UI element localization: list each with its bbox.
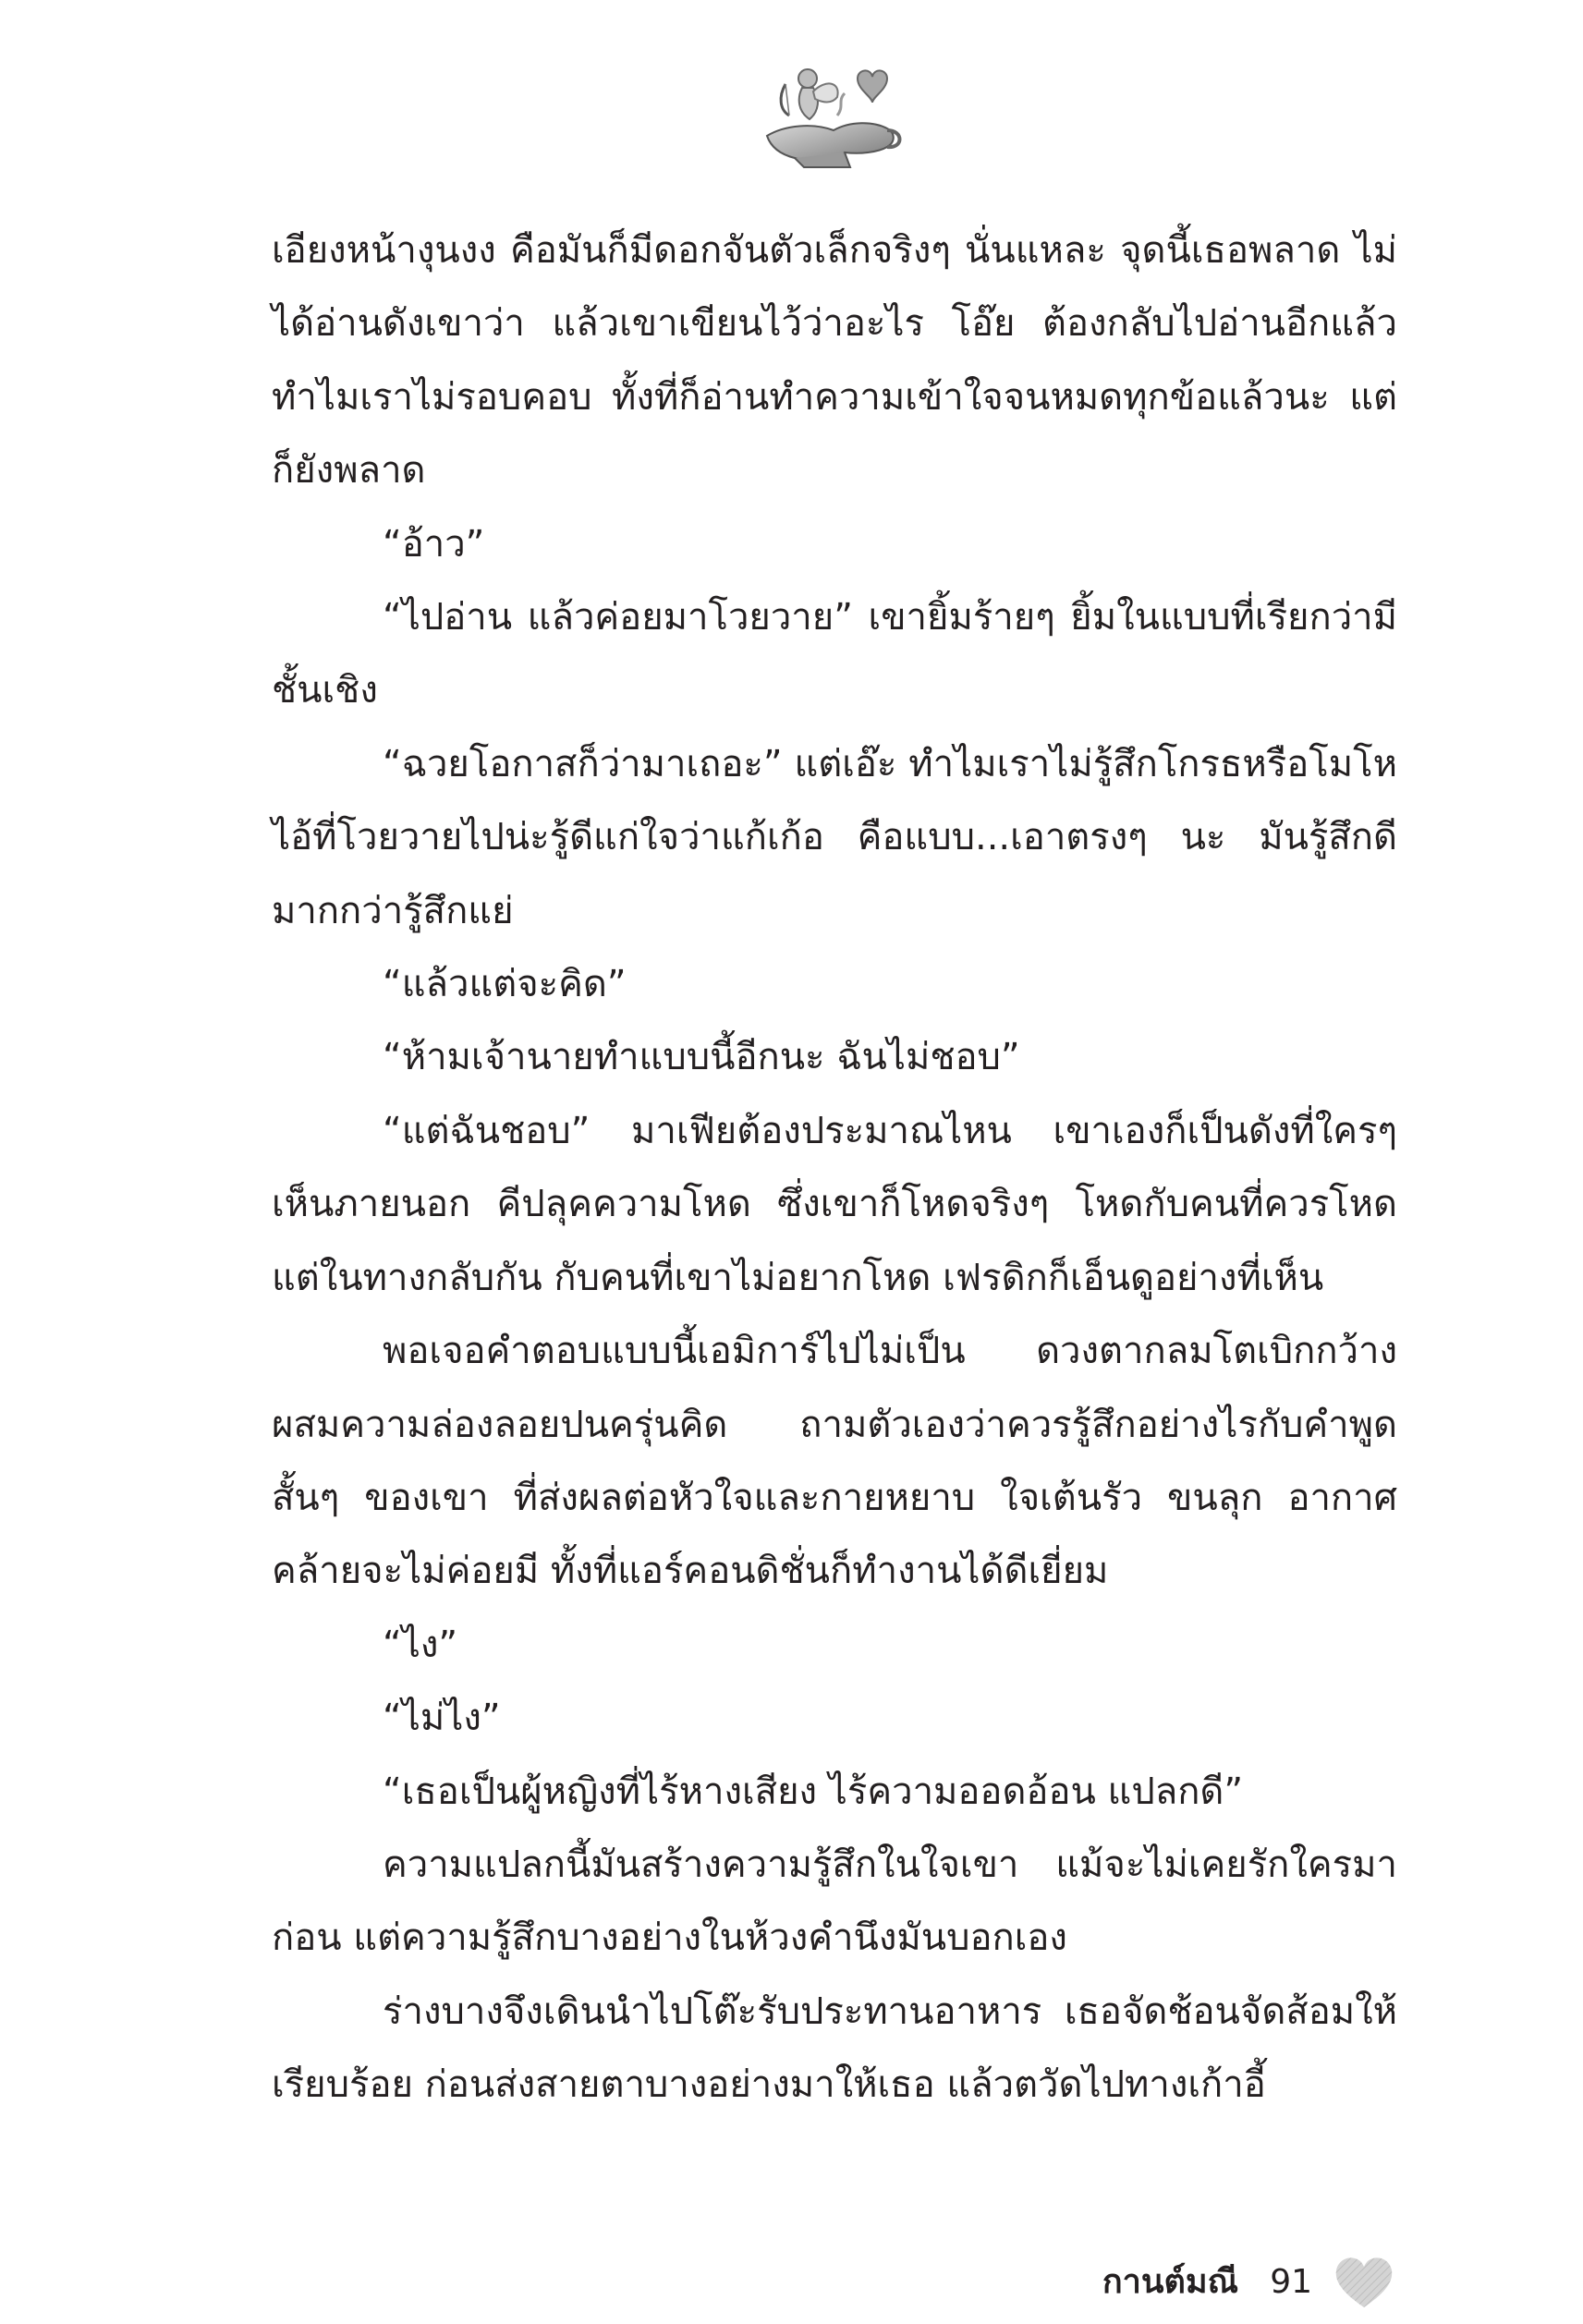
paragraph: “ไม่ไง” [383, 1697, 501, 1740]
page-footer [1090, 2250, 1405, 2324]
paragraph: พอเจอคำตอบแบบนี้เอมิการ์ไปไม่เป็น ดวงตากลมโตเบิกกว้าง ผสมความล่องลอยปนครุ่นคิด ถามตัวเองว่าควรรู้สึกอย่างไรกับคำพูดสั้นๆ ของเขา ที่ส่งผลต่อหัวใจและกายหยาบ ใจเต้นรัว ขนลุก อากาศคล้ายจะไม่ค่อยมี ทั้งที่แอร์คอนดิชั่นก็ทำงานได้ดีเยี่ยม [272, 1330, 1397, 1593]
paragraph: “ไปอ่าน แล้วค่อยมาโวยวาย” เขายิ้มร้ายๆ ยิ้มในแบบที่เรียกว่ามีชั้นเชิง [272, 596, 1397, 712]
book-title: กานต์มณี [1102, 2263, 1238, 2301]
paragraph: “แต่ฉันชอบ” มาเฟียต้องประมาณไหน เขาเองก็เป็นดังที่ใครๆ เห็นภายนอก คีปลุคความโหด ซึ่งเขาก็โหดจริงๆ โหดกับคนที่ควรโหด แต่ในทางกลับกัน กับคนที่เขาไม่อยากโหด เฟรดิกก็เอ็นดูอย่างที่เห็น [272, 1109, 1397, 1299]
paragraph: “แล้วแต่จะคิด” [383, 963, 627, 1006]
page-number: 91 [1270, 2263, 1312, 2301]
paragraph: “ฉวยโอกาสก็ว่ามาเถอะ” แต่เอ๊ะ ทำไมเราไม่รู้สึกโกรธหรือโมโห ไอ้ที่โวยวายไปน่ะรู้ดีแก่ใจว่าแก้เก้อ คือแบบ...เอาตรงๆ นะ มันรู้สึกดีมากกว่ารู้สึกแย่ [272, 742, 1397, 932]
heart-icon [1333, 2252, 1395, 2311]
paragraph: “อ้าว” [383, 522, 485, 566]
body-text [272, 214, 1397, 2123]
paragraph: “ห้ามเจ้านายทำแบบนี้อีกนะ ฉันไม่ชอบ” [383, 1036, 1020, 1079]
cupid-teapot-logo-icon [749, 51, 906, 171]
paragraph: ร่างบางจึงเดินนำไปโต๊ะรับประทานอาหาร เธอจัดช้อนจัดส้อมให้เรียบร้อย ก่อนส่งสายตาบางอย่างมาให้เธอ แล้วตวัดไปทางเก้าอี้ [272, 1989, 1397, 2107]
paragraph: “ไง” [383, 1623, 458, 1666]
paragraph: ความแปลกนี้มันสร้างความรู้สึกในใจเขา แม้จะไม่เคยรักใครมาก่อน แต่ความรู้สึกบางอย่างในห้วงคำนึงมันบอกเอง [272, 1843, 1397, 1960]
paragraph: “เธอเป็นผู้หญิงที่ไร้หางเสียง ไร้ความออดอ้อน แปลกดี” [383, 1770, 1244, 1813]
paragraph: เอียงหน้างุนงง คือมันก็มีดอกจันตัวเล็กจริงๆ นั่นแหละ จุดนี้เธอพลาด ไม่ได้อ่านดังเขาว่า แล้วเขาเขียนไว้ว่าอะไร โอ๊ย ต้องกลับไปอ่านอีกแล้ว ทำไมเราไม่รอบคอบ ทั้งที่ก็อ่านทำความเข้าใจจนหมดทุกข้อแล้วนะ แต่ก็ยังพลาด [272, 229, 1397, 493]
